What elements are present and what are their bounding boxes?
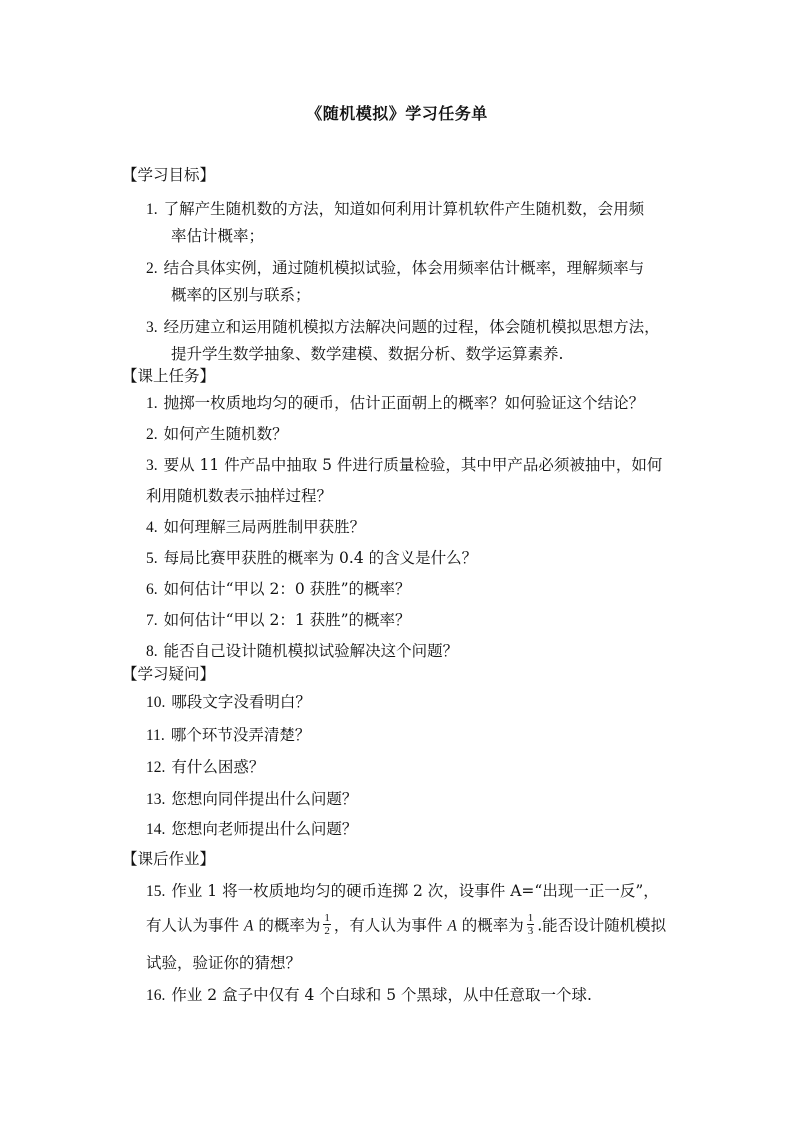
task-item-text: 每局比赛甲获胜的概率为 0.4 的含义是什么？ — [163, 549, 478, 567]
question-item-text: 您想向老师提出什么问题？ — [171, 820, 358, 838]
task-item-number: 5. — [146, 550, 158, 567]
question-item-text: 您想向同伴提出什么问题？ — [171, 790, 358, 808]
homework-text-segment: 有人认为事件 — [146, 916, 240, 935]
goal-item-1-continued: 率估计概率； — [171, 227, 265, 245]
goal-item-text: 结合具体实例，通过随机模拟试验，体会用频率估计概率，理解频率与 — [163, 259, 645, 277]
event-variable: A — [243, 917, 254, 935]
task-item-text: 如何估计“甲以 2：1 获胜”的概率？ — [163, 611, 411, 629]
task-item-text: 抛掷一枚质地均匀的硬币，估计正面朝上的概率？如何验证这个结论？ — [163, 394, 645, 412]
homework-text-segment: ，有人认为事件 — [333, 916, 443, 935]
question-item-text: 哪个环节没弄清楚？ — [170, 726, 311, 744]
goal-item-1 — [146, 198, 644, 221]
task-item-8 — [146, 640, 458, 663]
task-item-number: 2. — [146, 426, 158, 443]
fraction-denominator: 2 — [324, 925, 330, 937]
goal-item-text: 经历建立和运用随机模拟方法解决问题的过程，体会随机模拟思想方法， — [163, 318, 660, 336]
question-item-number: 14. — [146, 821, 166, 838]
task-item-3-continued: 利用随机数表示抽样过程？ — [146, 487, 333, 505]
question-item-number: 13. — [146, 791, 166, 808]
task-item-1 — [146, 392, 644, 415]
question-item-text: 哪段文字没看明白？ — [171, 693, 311, 711]
task-item-number: 8. — [146, 643, 158, 660]
goal-item-number: 2. — [146, 260, 158, 277]
question-item-13 — [146, 788, 357, 811]
fraction-denominator: 3 — [527, 925, 534, 937]
task-item-number: 7. — [146, 612, 158, 629]
question-item-number: 10. — [146, 694, 166, 711]
fraction-numerator: 1 — [527, 912, 534, 924]
fraction-one-half — [323, 912, 331, 937]
task-item-number: 6. — [146, 581, 158, 598]
goal-item-3 — [146, 316, 660, 339]
question-item-11 — [146, 724, 310, 747]
task-item-number: 4. — [146, 519, 158, 536]
fraction-numerator: 1 — [324, 912, 330, 924]
question-item-number: 12. — [146, 759, 166, 776]
task-item-3 — [146, 454, 662, 477]
question-item-text: 有什么困惑？ — [171, 758, 265, 776]
task-item-2 — [146, 423, 288, 446]
homework-text-segment: 的概率为 — [258, 916, 321, 935]
task-item-text: 要从 11 件产品中抽取 5 件进行质量检验，其中甲产品必须被抽中，如何 — [163, 456, 663, 474]
task-item-number: 3. — [146, 457, 158, 474]
task-item-5 — [146, 547, 477, 570]
homework-item-15-line3: 试验，验证你的猜想？ — [146, 954, 302, 972]
homework-item-number: 16. — [146, 987, 166, 1004]
page-title: 《随机模拟》学习任务单 — [306, 104, 488, 123]
task-item-7 — [146, 609, 411, 632]
homework-item-text: 作业 1 将一枚质地均匀的硬币连掷 2 次，设事件 A=“出现一正一反”， — [171, 882, 659, 900]
question-item-number: 11. — [146, 727, 165, 744]
question-item-14 — [146, 818, 357, 841]
section-heading-questions: 【学习疑问】 — [122, 665, 216, 683]
homework-item-15 — [146, 880, 659, 903]
homework-text-segment: .能否设计随机模拟 — [537, 916, 667, 935]
homework-text-segment: 的概率为 — [461, 916, 524, 935]
section-heading-goals: 【学习目标】 — [122, 166, 216, 184]
homework-item-text: 作业 2 盒子中仅有 4 个白球和 5 个黑球，从中任意取一个球. — [171, 986, 592, 1004]
task-item-text: 如何理解三局两胜制甲获胜？ — [163, 518, 366, 536]
event-variable: A — [447, 917, 457, 935]
goal-item-3-continued: 提升学生数学抽象、数学建模、数据分析、数学运算素养. — [171, 345, 564, 363]
section-heading-tasks: 【课上任务】 — [122, 367, 216, 385]
question-item-10 — [146, 691, 311, 714]
homework-item-16 — [146, 984, 592, 1007]
homework-item-number: 15. — [146, 883, 166, 900]
task-item-text: 能否自己设计随机模拟试验解决这个问题？ — [163, 642, 459, 660]
homework-item-15-line2 — [146, 914, 666, 939]
task-item-4 — [146, 516, 365, 539]
goal-item-number: 1. — [146, 201, 158, 218]
section-heading-homework: 【课后作业】 — [122, 850, 216, 868]
task-item-text: 如何产生随机数？ — [163, 425, 288, 443]
goal-item-2-continued: 概率的区别与联系； — [171, 286, 311, 304]
task-item-number: 1. — [146, 395, 158, 412]
fraction-one-third — [527, 912, 535, 937]
task-item-text: 如何估计“甲以 2：0 获胜”的概率？ — [163, 580, 411, 598]
question-item-12 — [146, 756, 264, 779]
task-item-6 — [146, 578, 411, 601]
goal-item-2 — [146, 257, 644, 280]
goal-item-text: 了解产生随机数的方法，知道如何利用计算机软件产生随机数，会用频 — [163, 200, 645, 218]
goal-item-number: 3. — [146, 319, 158, 336]
